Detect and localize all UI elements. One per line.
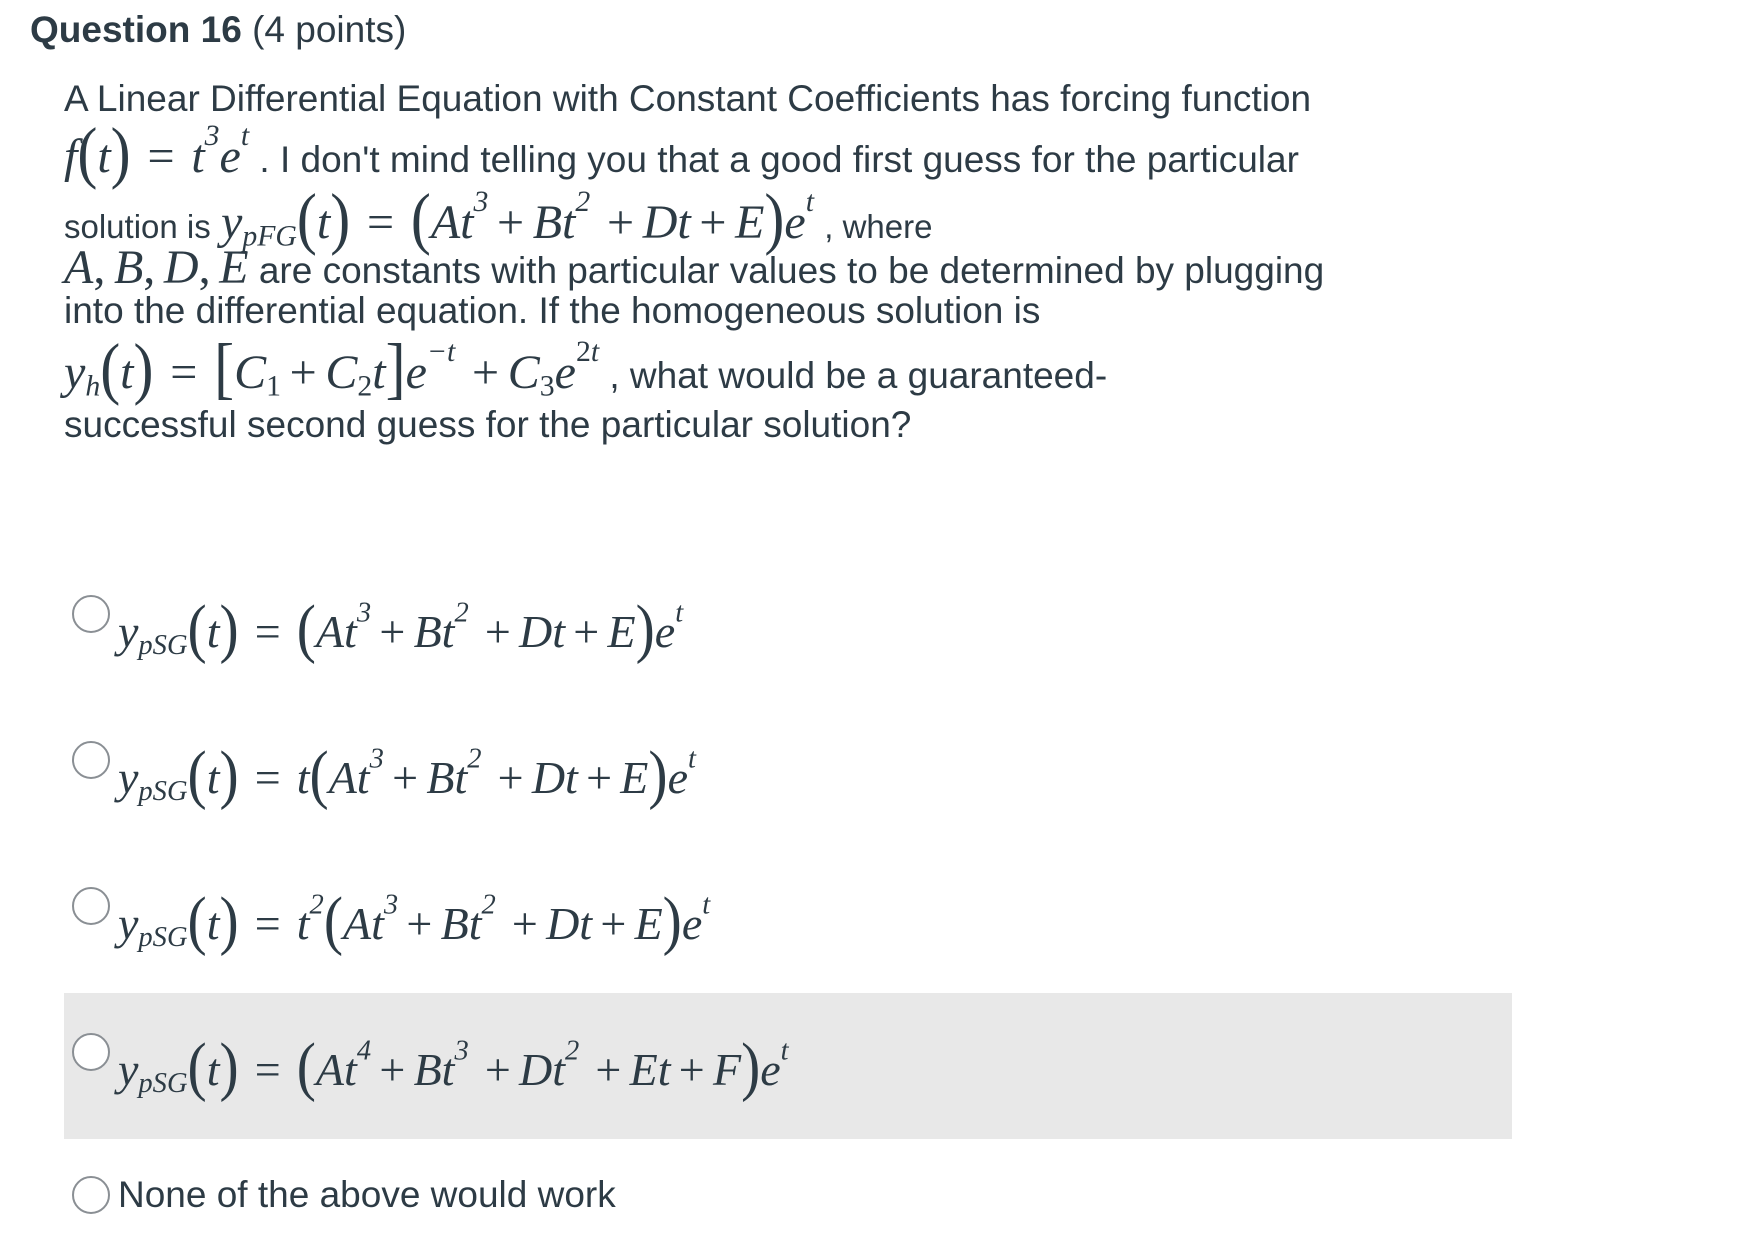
homogeneous-solution-formula: $y_h(t) = [C_1 + C_2t]e^{-t} + C_3e^{2t}$ xyxy=(64,329,600,406)
body-line-4-text: are constants with particular values to be determined by plugging xyxy=(258,250,1325,291)
option-4-formula: $y_{pSG}(t) = (At^4 + Bt^3 + Dt^2 + Et + F)e^t$ xyxy=(118,1029,789,1103)
body-line-5: into the differential equation. If the homogeneous solution is xyxy=(64,290,1041,331)
answer-option-5[interactable] xyxy=(64,1145,1512,1245)
answer-option-2[interactable] xyxy=(64,701,1512,847)
option-3-formula: $y_{pSG}(t) = t^2(At^3 + Bt^2 + Dt + E)e^t$ xyxy=(118,883,711,957)
body-line-1: A Linear Differential Equation with Constant Coefficients has forcing function xyxy=(64,78,1312,119)
radio-button[interactable] xyxy=(72,1176,110,1214)
constants-formula: A, B, D, E xyxy=(64,241,249,294)
question-title: Question 16 xyxy=(30,9,242,50)
body-line-3-suffix: , where xyxy=(824,208,933,245)
body-line-3-prefix: solution is xyxy=(64,208,211,245)
question-header xyxy=(30,4,406,56)
body-line-6-suffix: , what would be a guaranteed- xyxy=(609,355,1108,396)
answer-option-4[interactable] xyxy=(64,993,1512,1139)
radio-button[interactable] xyxy=(72,887,110,925)
option-1-formula: $y_{pSG}(t) = (At^3 + Bt^2 + Dt + E)e^t$ xyxy=(118,591,684,665)
option-5-label: None of the above would work xyxy=(118,1174,616,1215)
option-2-formula: $y_{pSG}(t) = t(At^3 + Bt^2 + Dt + E)e^t$ xyxy=(118,737,696,811)
answer-option-1[interactable] xyxy=(64,555,1512,701)
body-line-7: successful second guess for the particular solution? xyxy=(64,404,912,445)
body-line-2-text: . I don't mind telling you that a good first guess for the particular xyxy=(259,139,1299,180)
body-line-4 xyxy=(64,240,1324,295)
body-line-2 xyxy=(64,113,1299,190)
radio-button[interactable] xyxy=(72,741,110,779)
forcing-function-formula: $f(t) = t^3e^t$ xyxy=(64,113,250,190)
first-guess-formula: $y_{pFG}(t) = (At^3 + Bt^2 + Dt + E)e^t$ xyxy=(221,179,814,256)
question-points: (4 points) xyxy=(252,9,407,50)
body-line-6 xyxy=(64,329,1108,406)
radio-button[interactable] xyxy=(72,595,110,633)
answer-option-3[interactable] xyxy=(64,847,1512,993)
radio-button[interactable] xyxy=(72,1033,110,1071)
